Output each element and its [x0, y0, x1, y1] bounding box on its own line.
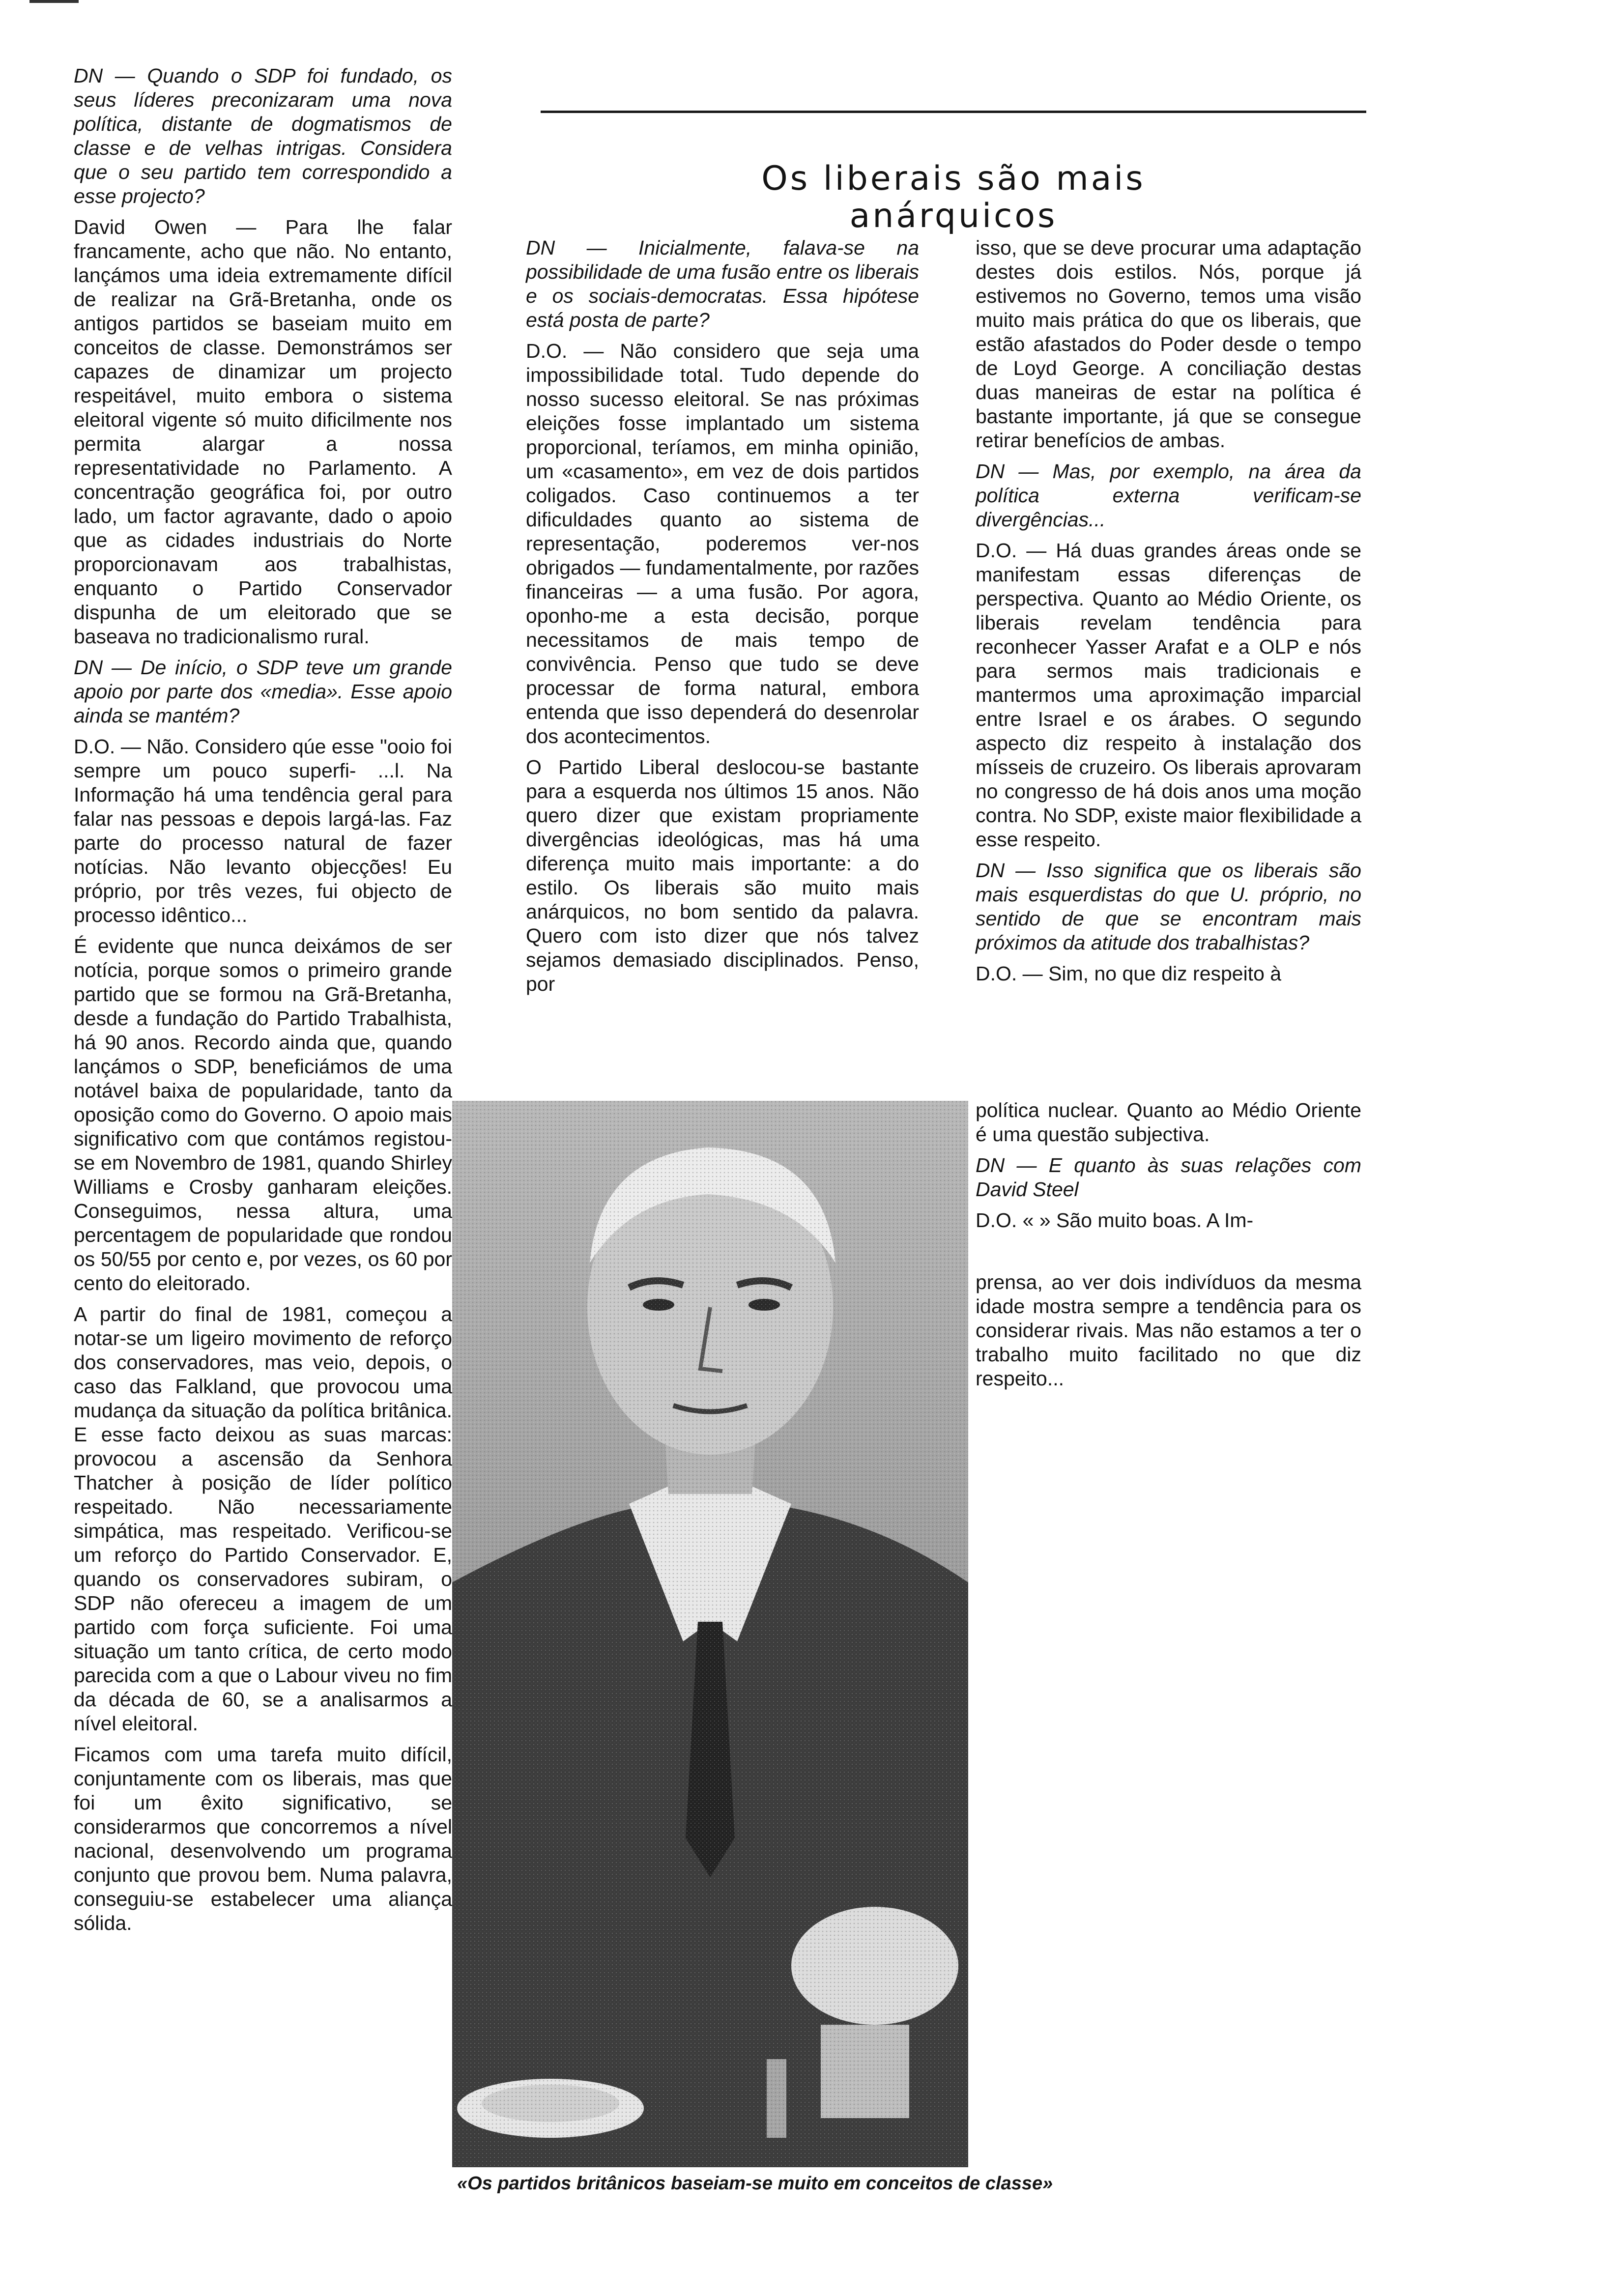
question-steel: DN — E quanto às suas relações com David Steel: [976, 1154, 1361, 1201]
answer-foreign-policy: D.O. — Há duas grandes áreas onde se manifestam essas diferenças de perspectiva. Quanto ao Médio Oriente, os liberais revelam tendência para reconhecer Yasser Arafat e a OLP e nós para sermos mais tradicionais e mantermos uma aproximação imparcial entre Israel e os árabes. O segundo aspecto diz respeito à instalação dos mísseis de cruzeiro. Os liberais aprovaram no congresso de há dois anos uma moção contra. No SDP, existe maior flexibilidade a esse respeito.: [976, 539, 1361, 851]
paragraph-news: É evidente que nunca deixámos de ser notícia, porque somos o primeiro grande partido que se formou na Grã-Bretanha, desde a fundação do Partido Trabalhista, há 90 anos. Recordo ainda que, quando lançámos o SDP, beneficiámos de uma notável baixa de popularidade, tanto da oposição como do Governo. O apoio mais significativo com que contámos registou-se em Novembro de 1981, quando Shirley Williams e Crosby ganharam eleições. Conseguimos, nessa altura, uma percentagem de popularidade que rondou os 50/55 por cento e, por vezes, os 60 por cento do eleitorado.: [74, 935, 452, 1294]
question-fusion: DN — Inicialmente, falava-se na possibilidade de uma fusão entre os liberais e os sociais-democratas. Essa hipótese está posta de parte?: [526, 236, 919, 331]
question-leftist: DN — Isso significa que os liberais são mais esquerdistas do que U. próprio, no sentido de que se encontram mais próximos da atitude dos trabalhistas?: [976, 859, 1361, 954]
column-3: [976, 236, 1361, 993]
column-1: [74, 64, 452, 1942]
answer-origins: David Owen — Para lhe falar francamente, acho que não. No entanto, lançámos uma ideia extremamente difícil de realizar na Grã-Bretanha, onde os antigos partidos se baseiam muito em conceitos de classe. Demonstrámos ser capazes de dinamizar um projecto respeitável, muito embora o sistema eleitoral vigente só muito dificilmente nos permita alargar a nossa representatividade no Parlamento. A concentração geográfica foi, por outro lado, um factor agravante, dado o apoio que as cidades industriais do Norte proporcionavam aos trabalhistas, enquanto o Partido Conservador dispunha de um eleitorado que se baseava no tradicionalismo rural.: [74, 216, 452, 648]
answer-leftist-start: D.O. — Sim, no que diz respeito à: [976, 962, 1282, 985]
headline-line-1: Os liberais são mais: [761, 159, 1146, 198]
photo-caption: «Os partidos britânicos baseiam-se muito em conceitos de classe»: [457, 2173, 1053, 2194]
headline-rule: [541, 111, 1366, 113]
answer-steel-end: prensa, ao ver dois indivíduos da mesma idade mostra sempre a tendência para os considerar rivais. Mas não estamos a ter o trabalho muito facilitado no que diz respeito...: [976, 1271, 1361, 1390]
question-media: DN — De início, o SDP teve um grande apoio por parte dos «media». Esse apoio ainda se mantém?: [74, 656, 452, 727]
headline: [541, 160, 1366, 235]
paragraph-adaptation: isso, que se deve procurar uma adaptação destes dois estilos. Nós, porque já estivemos no Governo, temos uma visão muito mais prática do que os liberais, que estão afastados do Poder desde o tempo de Loyd George. A conciliação destas duas maneiras de estar na política é bastante importante, já que se consegue retirar benefícios de ambas.: [976, 236, 1361, 452]
column-3-final: [976, 1270, 1361, 1398]
answer-fusion: D.O. — Não considero que seja uma impossibilidade total. Tudo depende do nosso sucesso eleitoral. Se nas próximas eleições fosse implantado um sistema proporcional, teríamos, em minha opinião, um «casamento», em vez de dois partidos coligados. Caso continuemos a ter dificuldades quanto ao sistema de representação, poderemos ver-nos obrigados — fundamentalmente, por razões financeiras — a uma fusão. Por agora, oponho-me a esta decisão, porque necessitamos de mais tempo de convivência. Penso que tudo se deve processar de forma natural, embora entenda que isso dependerá do desenrolar dos acontecimentos.: [526, 340, 919, 747]
answer-media: D.O. — Não. Considero qúe esse "ooio foi sempre um pouco superfi- ...l. Na Informação há uma tendência geral para falar nas pessoas e depois largá-las. Faz parte do processo natural de fazer notícias. Não levanto objecções! Eu próprio, por três vezes, fui objecto de processo idêntico...: [74, 735, 452, 926]
top-edge-mark: [29, 0, 79, 3]
headline-line-2: anárquicos: [849, 196, 1058, 235]
question-origins: DN — Quando o SDP foi fundado, os seus líderes preconizaram uma nova política, distante de dogmatismos de classe e de velhas intrigas. Considera que o seu partido tem correspondido a esse projecto?: [74, 64, 452, 207]
paragraph-alliance: Ficamos com uma tarefa muito difícil, conjuntamente com os liberais, mas que foi um êxito significativo, se considerarmos que concorremos a nível nacional, desenvolvendo um programa conjunto que provou bem. Numa palavra, conseguiu-se estabelecer uma aliança sólida.: [74, 1743, 452, 1934]
column-3-continued: [976, 1098, 1361, 1239]
portrait-photo: [452, 1101, 968, 2167]
column-2: [526, 236, 919, 1003]
answer-leftist-end: política nuclear. Quanto ao Médio Oriente é uma questão subjectiva.: [976, 1099, 1361, 1146]
paragraph-liberal-style: O Partido Liberal deslocou-se bastante para a esquerda nos últimos 15 anos. Não quero dizer que existam propriamente divergências ideológicas, mas há uma diferença muito mais importante: a do estilo. Os liberais são muito mais anárquicos, no bom sentido da palavra. Quero com isto dizer que nós talvez sejamos demasiado disciplinados. Penso, por: [526, 756, 919, 995]
portrait-photo-illustration: [452, 1101, 968, 2167]
paragraph-falkland: A partir do final de 1981, começou a notar-se um ligeiro movimento de reforço dos conservadores, mas veio, depois, o caso das Falkland, que provocou uma mudança da situação da política britânica. E esse facto deixou as suas marcas: provocou a ascensão da Senhora Thatcher à posição de líder político respeitado. Não necessariamente simpática, mas respeitado. Verificou-se um reforço do Partido Conservador. E, quando os conservadores subiram, o SDP não ofereceu a imagem de um partido com força suficiente. Foi uma situação um tanto crítica, de certo modo parecida com a que o Labour viveu no fim da década de 60, se a analisarmos a nível eleitoral.: [74, 1303, 452, 1735]
answer-steel-start: D.O. « » São muito boas. A Im-: [976, 1209, 1254, 1232]
question-foreign-policy: DN — Mas, por exemplo, na área da política externa verificam-se divergências...: [976, 460, 1361, 531]
